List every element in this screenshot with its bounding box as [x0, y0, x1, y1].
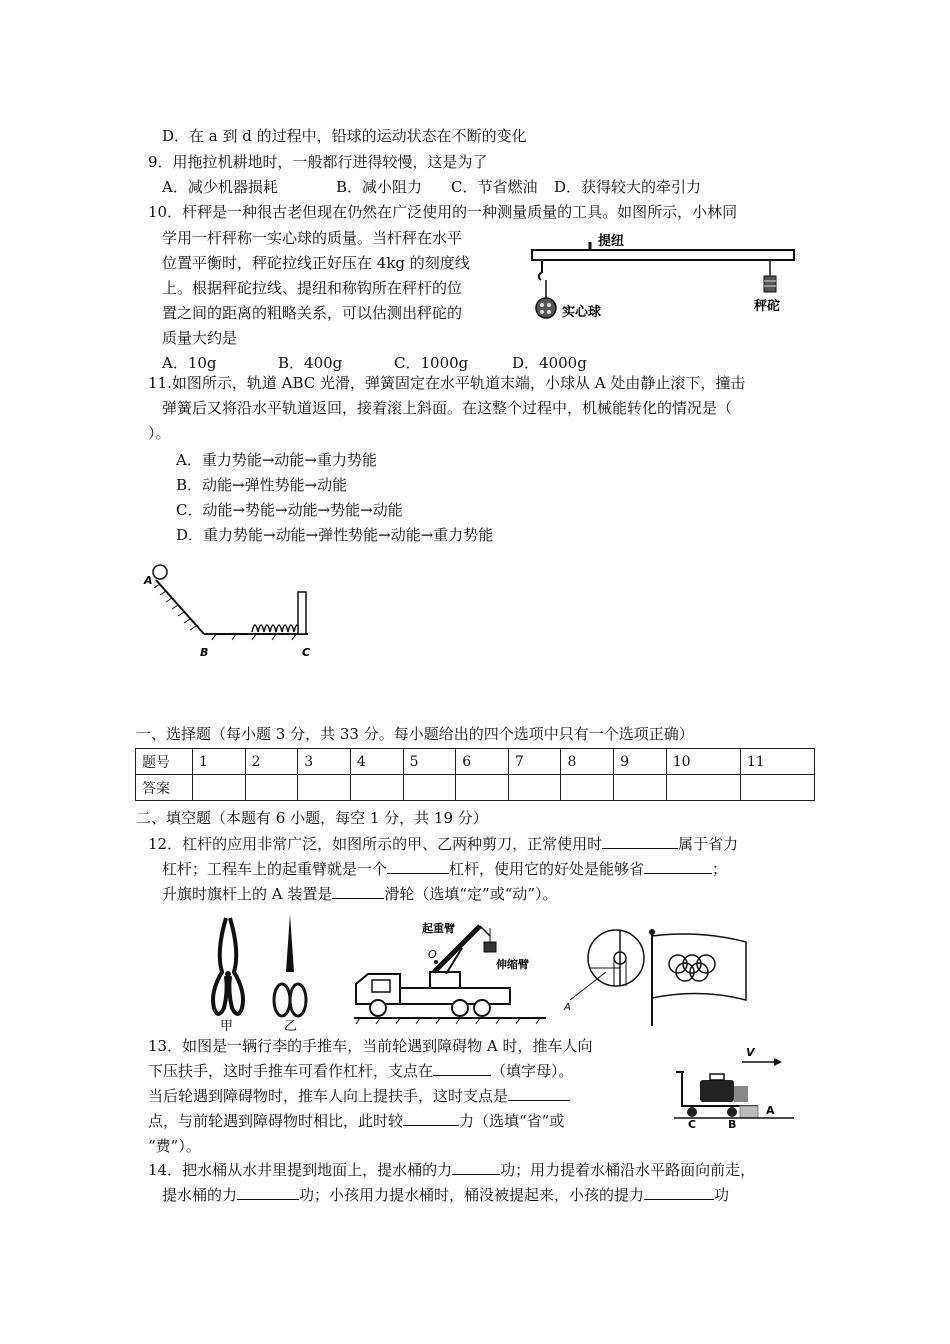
q13-line-5: “费”）。	[148, 1137, 201, 1155]
q12-blank-1[interactable]	[602, 834, 678, 849]
q13-blank-3[interactable]	[403, 1111, 459, 1126]
q10-line-2: 学用一杆秤称一实心球的质量。当杆秤在水平	[162, 229, 463, 247]
q10-option-c: C．1000g	[394, 354, 469, 372]
q14-blank-1[interactable]	[452, 1160, 500, 1175]
cart-c-label: C	[688, 1118, 697, 1128]
col-8: 8	[561, 749, 614, 775]
q12-blank-2[interactable]	[387, 859, 449, 874]
answer-cell[interactable]	[350, 775, 403, 801]
q11-line-3: ）。	[148, 424, 171, 442]
row-label-number: 题号	[136, 749, 193, 775]
q13-blank-1[interactable]	[433, 1061, 491, 1076]
q14-line-1: 14．把水桶从水井里提到地面上，提水桶的力 功；用力提着水桶沿水平路面向前走，	[148, 1161, 756, 1179]
jia-label: 甲	[220, 1019, 234, 1034]
col-6: 6	[456, 749, 509, 775]
section1-title: 一、选择题（每小题 3 分，共 33 分。每小题给出的四个选项中只有一个选项正确）	[136, 725, 694, 743]
cart-a-label: A	[766, 1104, 775, 1117]
q12-line-1: 12．杠杆的应用非常广泛，如图所示的甲、乙两种剪刀，正常使用时 属于省力	[148, 835, 739, 853]
q10-line-5: 置之间的距离的粗略关系，可以估测出秤砣的	[162, 304, 463, 322]
q11-line-1: 11.如图所示，轨道 ABC 光滑，弹簧固定在水平轨道末端，小球从 A 处由静止滚下，撞击	[148, 374, 746, 392]
q10-line-6: 质量大约是	[162, 329, 238, 347]
answer-cell[interactable]	[245, 775, 298, 801]
q10-option-d: D．4000g	[512, 354, 587, 372]
q13-line-2: 下压扶手，这时手推车可看作杠杆，支点在 （填字母）。	[148, 1062, 574, 1080]
q13-blank-2[interactable]	[508, 1086, 570, 1101]
q11-option-d: D．重力势能→动能→弹性势能→动能→重力势能	[176, 526, 494, 544]
answer-cell[interactable]	[614, 775, 667, 801]
q9-option-c: C．节省燃油	[451, 178, 538, 196]
answer-cell[interactable]	[193, 775, 246, 801]
crane-truck-figure	[350, 918, 550, 1026]
col-11: 11	[740, 749, 814, 775]
cart-b-label: B	[728, 1118, 737, 1128]
answer-cell[interactable]	[666, 775, 740, 801]
answer-cell[interactable]	[456, 775, 509, 801]
answer-table-answer-row	[136, 775, 815, 801]
col-2: 2	[245, 749, 298, 775]
q9-option-d: D．获得较大的牵引力	[554, 178, 702, 196]
pulley-a-label: A	[564, 1002, 571, 1013]
answer-cell[interactable]	[561, 775, 614, 801]
row-label-answer: 答案	[136, 775, 193, 801]
q11-line-2: 弹簧后又将沿水平轨道返回，接着滚上斜面。在这整个过程中，机械能转化的情况是（	[162, 399, 733, 417]
q10-line-1: 10．杆秤是一种很古老但现在仍然在广泛使用的一种测量质量的工具。如图所示，小林同	[148, 203, 738, 221]
col-9: 9	[614, 749, 667, 775]
answer-cell[interactable]	[403, 775, 456, 801]
q13-line-4: 点，与前轮遇到障碍物时相比，此时较 力（选填“省”或	[148, 1112, 565, 1130]
label-c: C	[302, 646, 311, 659]
o-label: O	[428, 948, 437, 961]
col-10: 10	[666, 749, 740, 775]
q11-option-c: C．动能→势能→动能→势能→动能	[176, 501, 403, 519]
col-1: 1	[193, 749, 246, 775]
telescopic-label: 伸缩臂	[496, 958, 529, 971]
q9-option-b: B．减小阻力	[336, 178, 423, 196]
answer-cell[interactable]	[740, 775, 814, 801]
section2-title: 二、填空题（本题有 6 小题，每空 1 分，共 19 分）	[136, 809, 488, 827]
q13-line-3: 当后轮遇到障碍物时，推车人向上提扶手，这时支点是	[148, 1086, 570, 1106]
q10-line-4: 上。根据秤砣拉线、提纽和称钩所在秤杆的位	[162, 279, 463, 297]
ball-label: 实心球	[562, 305, 602, 320]
col-4: 4	[350, 749, 403, 775]
q12-blank-4[interactable]	[332, 884, 384, 899]
q10-option-a: A．10g	[162, 354, 217, 372]
weight-label: 秤砣	[754, 299, 781, 314]
q10-line-3: 位置平衡时，秤砣拉线正好压在 4kg 的刻度线	[162, 254, 470, 272]
q12-line-3: 升旗时旗杆上的 A 装置是 滑轮（选填“定”或“动”）。	[162, 885, 558, 903]
col-5: 5	[403, 749, 456, 775]
answer-table-header-row	[136, 749, 815, 775]
q10-option-b: B．400g	[278, 354, 343, 372]
answer-table	[135, 748, 815, 801]
q14-blank-2[interactable]	[237, 1185, 299, 1200]
yi-label: 乙	[284, 1019, 298, 1034]
q11-option-a: A．重力势能→动能→重力势能	[176, 451, 377, 469]
scissors-figure	[200, 912, 310, 1034]
answer-cell[interactable]	[508, 775, 561, 801]
q9-stem: 9．用拖拉机耕地时，一般都行进得较慢，这是为了	[148, 153, 488, 171]
q14-line-2: 提水桶的力 功；小孩用力提水桶时，桶没被提起来，小孩的提力 功	[162, 1186, 730, 1204]
col-7: 7	[508, 749, 561, 775]
label-a: A	[144, 574, 153, 587]
q12-blank-3[interactable]	[644, 859, 712, 874]
flagpole-figure	[560, 928, 780, 1028]
q12-line-2: 杠杆；工程车上的起重臂就是一个 杠杆，使用它的好处是能够省 ；	[162, 860, 728, 878]
q14-blank-3[interactable]	[644, 1185, 714, 1200]
label-b: B	[200, 646, 209, 659]
q11-option-b: B．动能→弹性势能→动能	[176, 476, 348, 494]
track-figure	[136, 562, 326, 662]
v-label: V	[746, 1046, 755, 1059]
q8-option-d: D．在 a 到 d 的过程中，铅球的运动状态在不断的变化	[162, 127, 527, 145]
q13-line-1: 13．如图是一辆行李的手推车，当前轮遇到障碍物 A 时，推车人向	[148, 1037, 593, 1055]
col-3: 3	[298, 749, 351, 775]
answer-cell[interactable]	[298, 775, 351, 801]
q9-option-a: A．减少机器损耗	[162, 178, 278, 196]
boom-label: 起重臂	[422, 922, 455, 935]
knob-label: 提纽	[598, 234, 625, 249]
handcart-figure	[670, 1042, 800, 1128]
steelyard-figure	[528, 228, 808, 328]
